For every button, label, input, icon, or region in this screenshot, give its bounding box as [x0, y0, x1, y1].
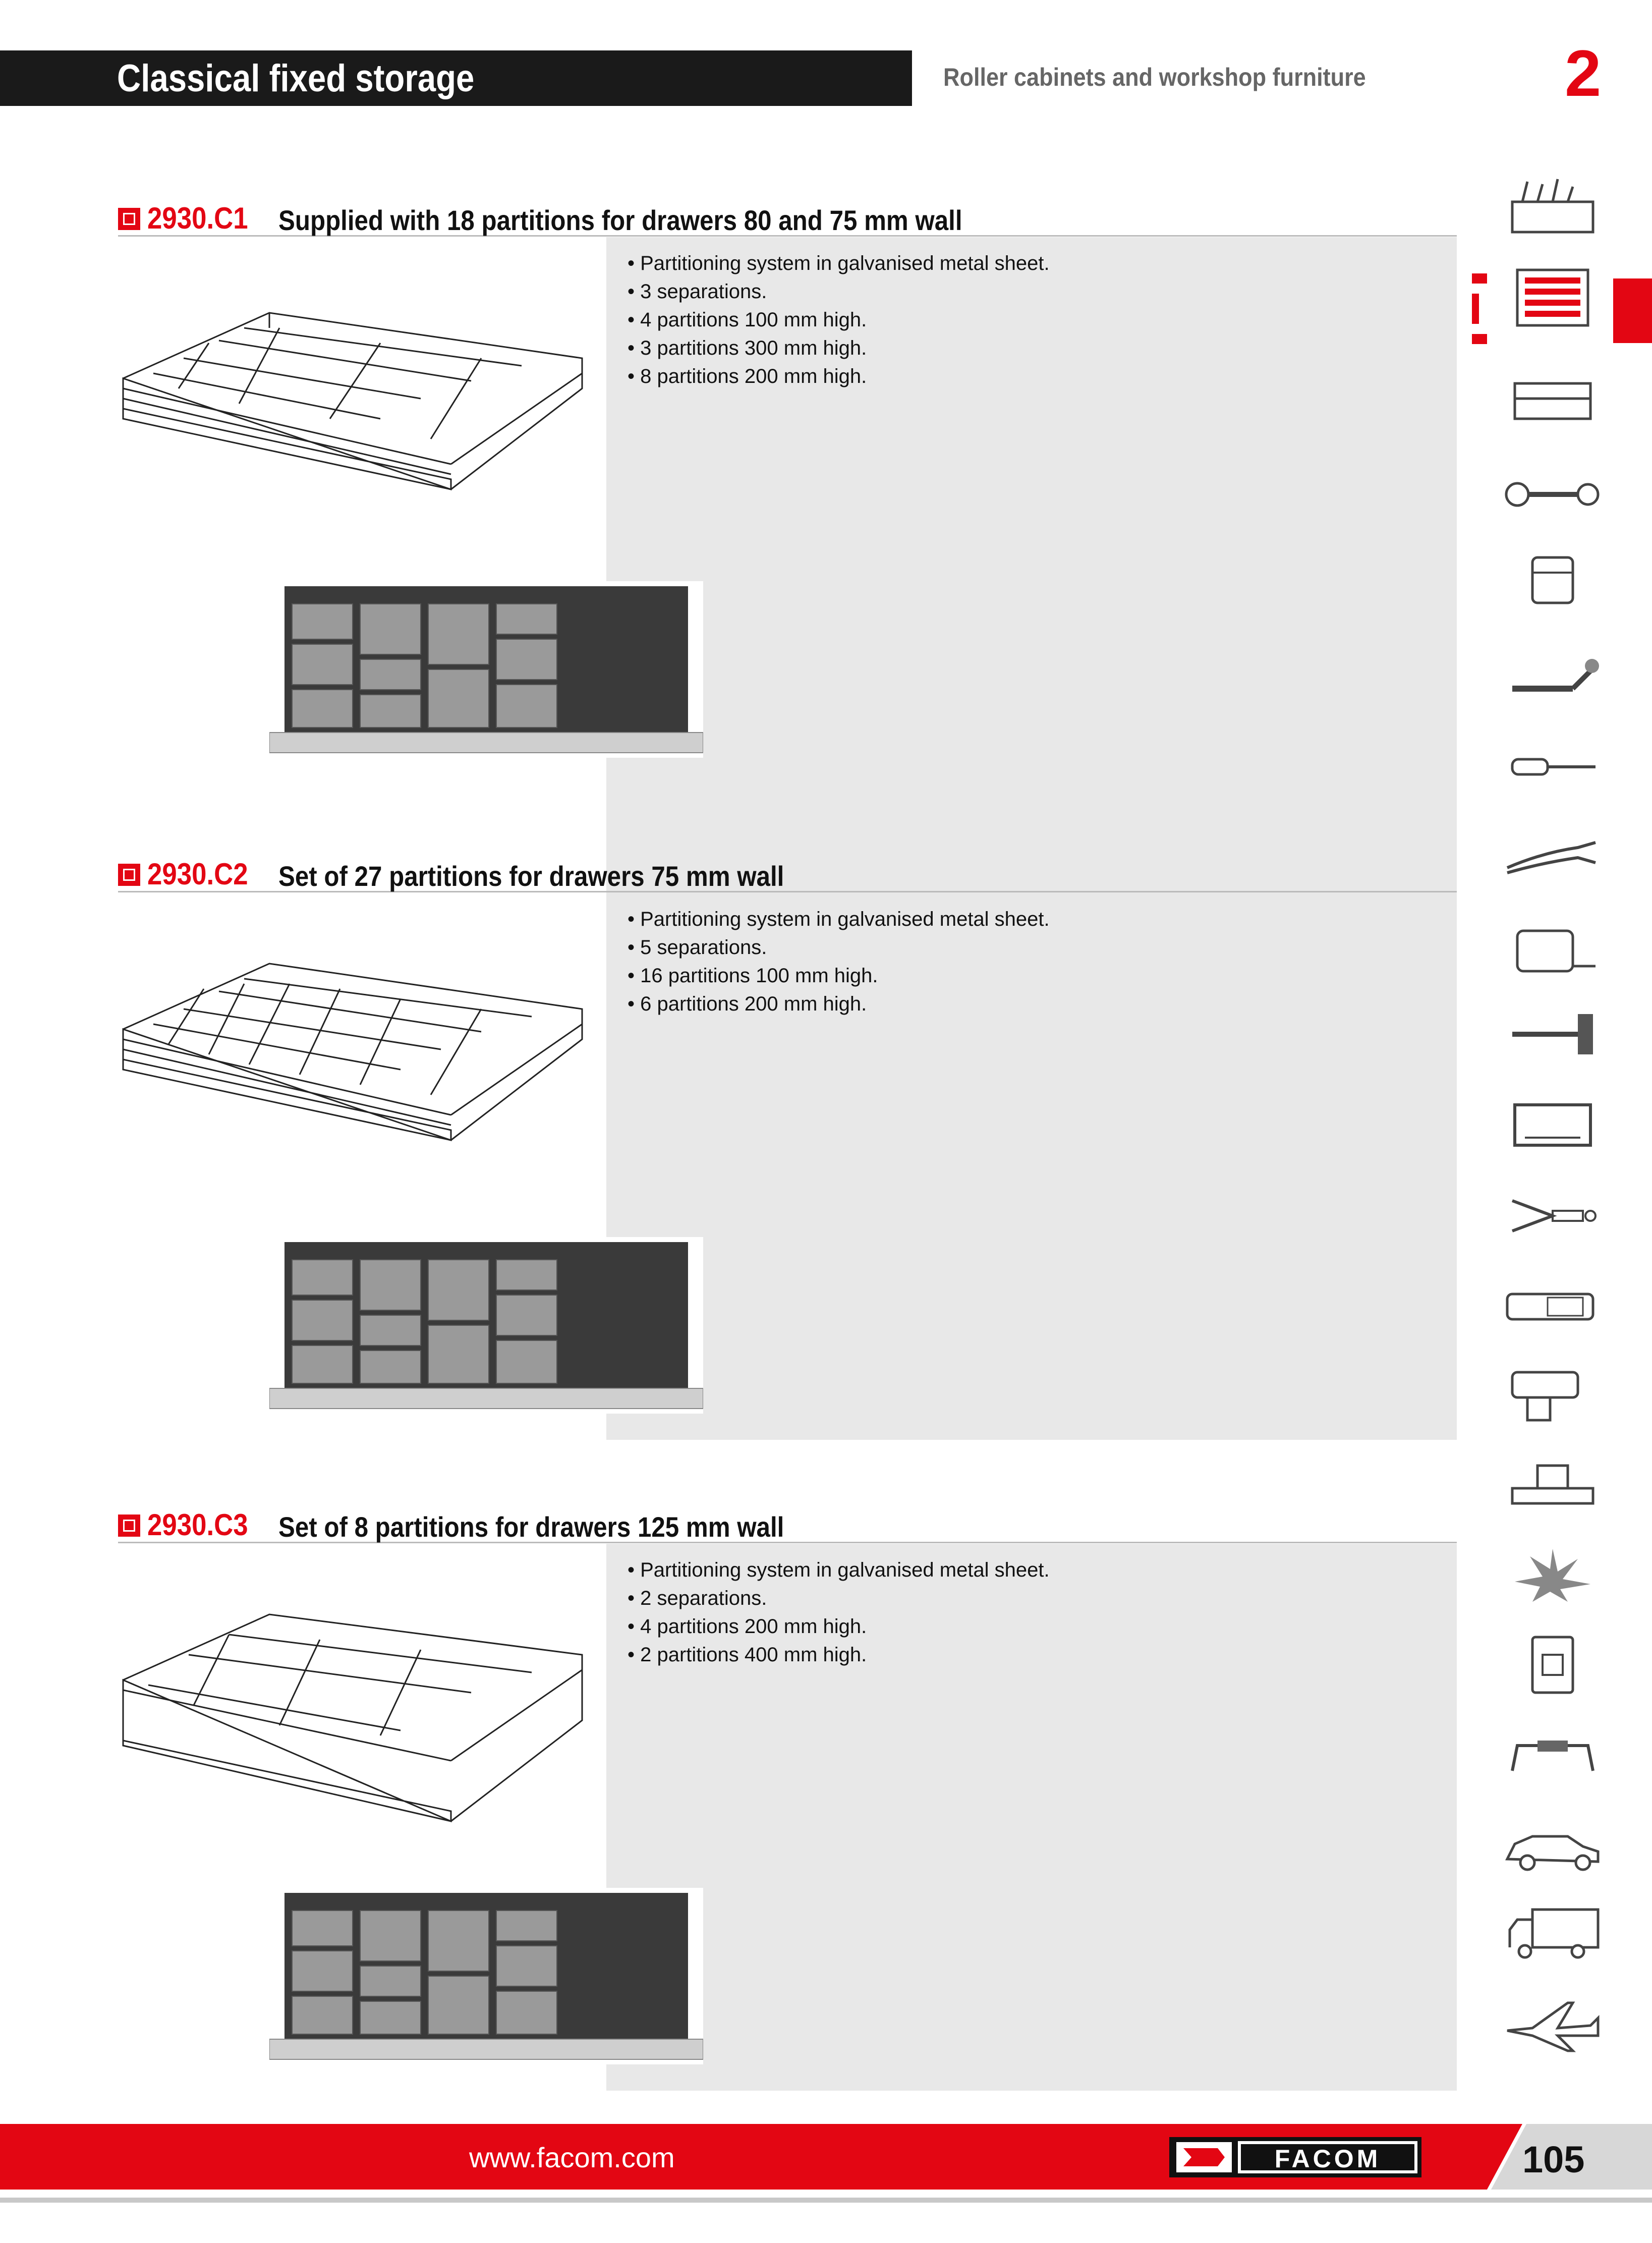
- product-code: 2930.C2: [147, 857, 248, 891]
- tyre-lever-icon[interactable]: [1502, 1725, 1603, 1786]
- partition-drawing: [118, 903, 592, 1155]
- facom-logo: [1169, 2137, 1432, 2177]
- feature-item: • 16 partitions 100 mm high.: [628, 962, 1050, 990]
- active-chapter-marker: [1472, 273, 1492, 347]
- feature-item: • Partitioning system in galvanised metal sheet.: [628, 905, 1050, 933]
- electrical-icon[interactable]: [1502, 1635, 1603, 1695]
- car-icon[interactable]: [1502, 1816, 1603, 1877]
- feature-list: [628, 905, 1050, 1018]
- product-title: Set of 27 partitions for drawers 75 mm wall: [278, 860, 784, 892]
- square-bullet-icon: [118, 208, 140, 230]
- feature-item: • Partitioning system in galvanised metal sheet.: [628, 1556, 1050, 1584]
- drawer-photo: [269, 1237, 703, 1414]
- product-code: 2930.C3: [147, 1508, 248, 1542]
- page-number: 105: [1522, 2139, 1585, 2180]
- feature-item: • 5 separations.: [628, 933, 1050, 962]
- page-title: Classical fixed storage: [117, 57, 475, 100]
- feature-item: • 2 separations.: [628, 1584, 1050, 1612]
- section-heading: [118, 1508, 1457, 1543]
- hammer-icon[interactable]: [1502, 1004, 1603, 1064]
- airplane-icon[interactable]: [1502, 1993, 1603, 2053]
- vise-icon[interactable]: [1502, 1453, 1603, 1513]
- square-bullet-icon: [118, 864, 140, 886]
- feature-item: • 4 partitions 200 mm high.: [628, 1612, 1050, 1641]
- ratchet-icon[interactable]: [1502, 651, 1603, 711]
- chapter-number: 2: [1565, 36, 1602, 110]
- puller-icon[interactable]: [1502, 1186, 1603, 1246]
- safety-tools-icon[interactable]: [1502, 1544, 1603, 1604]
- hacksaw-icon[interactable]: [1502, 1095, 1603, 1155]
- screwdriver-icon[interactable]: [1502, 737, 1603, 797]
- brand-text: FACOM: [1274, 2145, 1381, 2173]
- feature-list: [628, 1556, 1050, 1669]
- product-code: 2930.C1: [147, 201, 248, 235]
- feature-item: • 2 partitions 400 mm high.: [628, 1641, 1050, 1669]
- feature-list: [628, 249, 1050, 390]
- partition-drawing: [118, 252, 592, 504]
- roller-cabinet-icon[interactable]: [1502, 267, 1603, 328]
- product-title: Set of 8 partitions for drawers 125 mm wall: [278, 1511, 784, 1543]
- toolbox-icon[interactable]: [1502, 177, 1603, 237]
- page-subtitle: Roller cabinets and workshop furniture: [943, 63, 1366, 91]
- section-heading: [118, 858, 1457, 892]
- feature-item: • 3 partitions 300 mm high.: [628, 334, 1050, 362]
- feature-item: • 3 separations.: [628, 277, 1050, 306]
- feature-item: • Partitioning system in galvanised metal sheet.: [628, 249, 1050, 277]
- square-bullet-icon: [118, 1515, 140, 1537]
- feature-item: • 8 partitions 200 mm high.: [628, 362, 1050, 390]
- socket-icon[interactable]: [1502, 550, 1603, 610]
- partition-drawing: [118, 1554, 592, 1836]
- drawer-photo: [269, 581, 703, 758]
- product-title: Supplied with 18 partitions for drawers 80 and 75 mm wall: [278, 204, 962, 236]
- section-heading: [118, 202, 1457, 237]
- footer-rule: [0, 2198, 1652, 2203]
- pliers-icon[interactable]: [1502, 827, 1603, 888]
- tape-measure-icon[interactable]: [1502, 918, 1603, 979]
- feature-item: • 4 partitions 100 mm high.: [628, 306, 1050, 334]
- truck-icon[interactable]: [1502, 1902, 1603, 1962]
- wrench-icon[interactable]: [1502, 464, 1603, 525]
- website-link[interactable]: www.facom.com: [469, 2142, 675, 2173]
- drawer-photo: [269, 1888, 703, 2064]
- tool-case-icon[interactable]: [1502, 368, 1603, 429]
- chapter-tab[interactable]: [1613, 278, 1652, 343]
- feature-item: • 6 partitions 200 mm high.: [628, 990, 1050, 1018]
- impact-wrench-icon[interactable]: [1502, 1362, 1603, 1423]
- multimeter-icon[interactable]: [1502, 1276, 1603, 1337]
